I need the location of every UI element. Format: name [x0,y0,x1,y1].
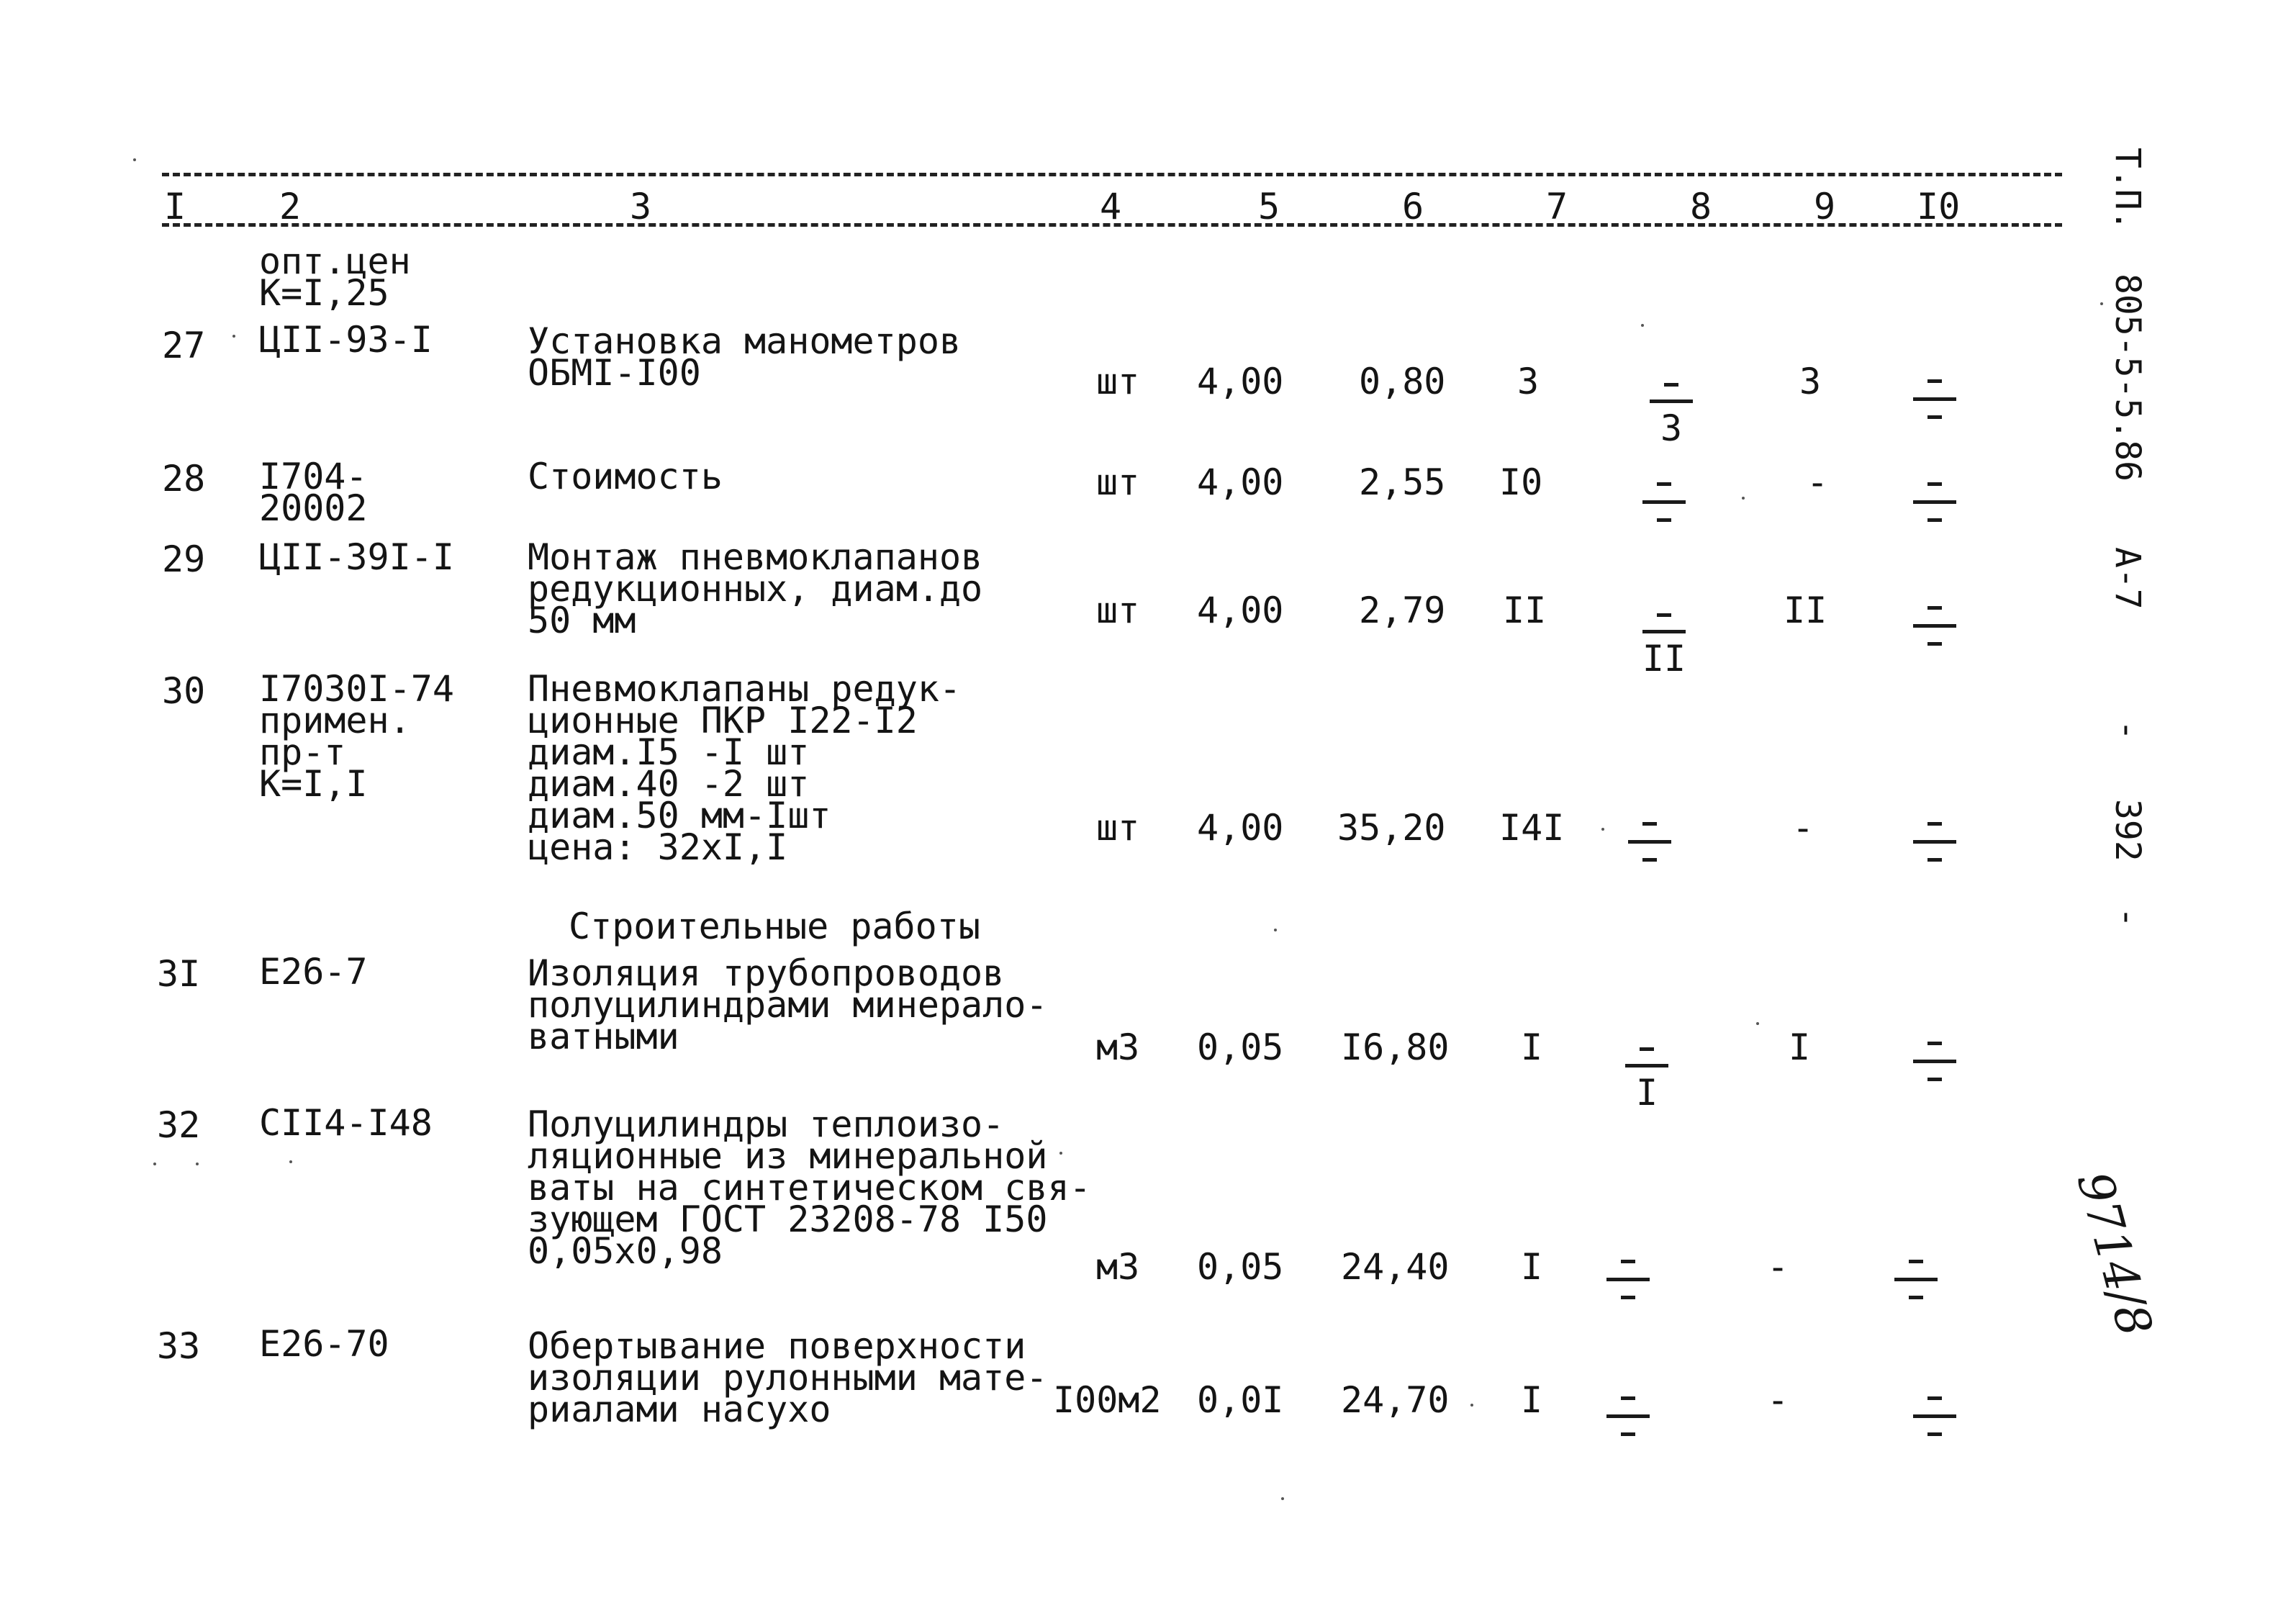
row-27-col10-fraction [1913,364,1956,435]
row-28-number: 28 [162,458,206,500]
row-28-total: I0 [1499,461,1543,503]
row-29-price: 2,79 [1359,590,1446,631]
row-28-price: 2,55 [1359,461,1446,503]
row-28-code: I704- 20002 [259,456,368,529]
scan-speck [1756,1022,1759,1025]
row-32-unit: м3 [1096,1246,1140,1288]
scan-speck [1059,1152,1062,1155]
row-29-col8-bottom: II [1642,638,1686,680]
row-33-code: Е26-70 [259,1323,389,1365]
continuation-line-1: опт.цен [259,240,411,282]
row-29-unit: шт [1096,590,1140,631]
row-28-col8-fraction [1642,466,1686,538]
row-29-qty: 4,00 [1197,590,1284,631]
row-31-col8-fraction-line [1625,1064,1668,1067]
row-28-name: Стоимость [528,456,723,497]
scan-speck [133,158,136,161]
row-30-col9: - [1792,807,1814,849]
row-27-total: 3 [1517,361,1540,402]
scan-speck [289,1160,292,1163]
row-31-col9: I [1789,1026,1811,1068]
row-32-name: Полуцилиндры теплоизо- ляционные из минеральной ваты на синтетическом свя- зующем ГОСТ 23208-78 I50 0,05х0,98 [528,1103,1091,1272]
row-27-col8-fraction-line [1650,400,1693,403]
row-31-number: 3I [157,953,201,995]
row-33-unit: I00м2 [1053,1379,1162,1421]
row-32-col8-fraction [1606,1244,1650,1316]
side-album: А-7 [2107,547,2148,610]
header-top-rule [162,173,2062,176]
row-32-total: I [1521,1246,1543,1288]
row-33-col9: - [1767,1379,1789,1421]
row-29-col9: II [1784,590,1827,631]
row-33-number: 33 [157,1325,201,1367]
row-29-col8-dash [1657,613,1671,617]
row-33-price: 24,70 [1341,1379,1450,1421]
col-header-6: 6 [1402,186,1424,227]
row-29-number: 29 [162,538,206,580]
row-33-col8-fraction [1606,1381,1650,1453]
col-header-3: 3 [630,186,652,227]
scan-speck [153,1163,156,1165]
continuation-line-2: К=I,25 [259,272,389,314]
scan-speck [1601,828,1604,831]
row-32-price: 24,40 [1341,1246,1450,1288]
scan-speck [1742,497,1745,500]
col-header-2: 2 [279,186,302,227]
row-31-name: Изоляция трубопроводов полуцилиндрами минерало- ватными [528,952,1048,1057]
row-31-qty: 0,05 [1197,1026,1284,1068]
row-30-unit: шт [1096,807,1140,849]
row-28-unit: шт [1096,461,1140,503]
row-30-price: 35,20 [1337,807,1446,849]
row-33-total: I [1521,1379,1543,1421]
side-page-number: 392 [2107,799,2148,862]
col-header-9: 9 [1814,186,1836,227]
row-30-qty: 4,00 [1197,807,1284,849]
scan-speck [1641,324,1644,327]
col-header-10: I0 [1917,186,1961,227]
row-29-col10-fraction [1913,590,1956,662]
row-27-price: 0,80 [1359,361,1446,402]
row-30-col10-fraction [1913,806,1956,878]
side-separator-1: - [2107,720,2148,741]
row-31-price: I6,80 [1341,1026,1450,1068]
scan-speck [1470,1404,1473,1407]
row-29-col8-fraction-line [1642,630,1686,633]
scan-speck [1274,929,1277,931]
side-doc-code: Т.П. [2107,148,2148,231]
row-27-col8-bottom: 3 [1660,407,1683,449]
scan-speck [2100,302,2103,305]
row-27-col8-dash [1664,383,1678,387]
handwritten-archive-number: 9714/8 [2066,1166,2164,1342]
row-32-qty: 0,05 [1197,1246,1284,1288]
row-32-number: 32 [157,1104,201,1146]
row-31-col8-bottom: I [1635,1072,1658,1114]
row-31-total: I [1521,1026,1543,1068]
row-29-total: II [1503,590,1547,631]
row-27-code: ЦII-93-I [259,319,433,361]
row-27-unit: шт [1096,361,1140,402]
col-header-7: 7 [1546,186,1568,227]
row-32-col9: - [1767,1246,1789,1288]
row-30-number: 30 [162,670,206,712]
side-series-number: 805-5-5.86 [2107,274,2148,482]
row-29-name: Монтаж пневмоклапанов редукционных, диам.до 50 мм [528,536,983,641]
col-header-8: 8 [1690,186,1712,227]
col-header-5: 5 [1258,186,1280,227]
row-30-code: I7030I-74 примен. пр-т К=I,I [259,668,454,805]
row-27-qty: 4,00 [1197,361,1284,402]
row-31-col8-dash [1640,1047,1654,1051]
row-32-col10-fraction [1894,1244,1938,1316]
row-32-code: СII4-I48 [259,1102,433,1144]
section-title-construction-works: Строительные работы [569,906,980,947]
row-30-name: Пневмоклапаны редук- ционные ПКР I22-I2 диам.I5 -I шт диам.40 -2 шт диам.50 мм-Iшт цена: 32хI,I [528,668,962,868]
row-29-code: ЦII-39I-I [259,536,454,578]
scan-speck [1281,1497,1284,1500]
row-28-col10-fraction [1913,466,1956,538]
col-header-4: 4 [1100,186,1122,227]
row-33-qty: 0,0I [1197,1379,1284,1421]
row-31-unit: м3 [1096,1026,1140,1068]
col-header-1: I [164,186,186,227]
side-separator-2: - [2107,907,2148,928]
scan-speck [232,335,235,338]
row-31-code: Е26-7 [259,951,368,993]
row-30-col8-fraction [1628,806,1671,878]
row-33-col10-fraction [1913,1381,1956,1453]
scan-speck [196,1163,199,1165]
row-27-col9: 3 [1799,361,1822,402]
row-33-name: Обертывание поверхности изоляции рулонными мате- риалами насухо [528,1325,1048,1430]
row-28-qty: 4,00 [1197,461,1284,503]
row-31-col10-fraction [1913,1026,1956,1098]
row-30-total: I4I [1499,807,1565,849]
row-27-number: 27 [162,325,206,366]
row-28-col9: - [1807,461,1829,503]
row-27-name: Установка манометров ОБМI-I00 [528,320,962,394]
